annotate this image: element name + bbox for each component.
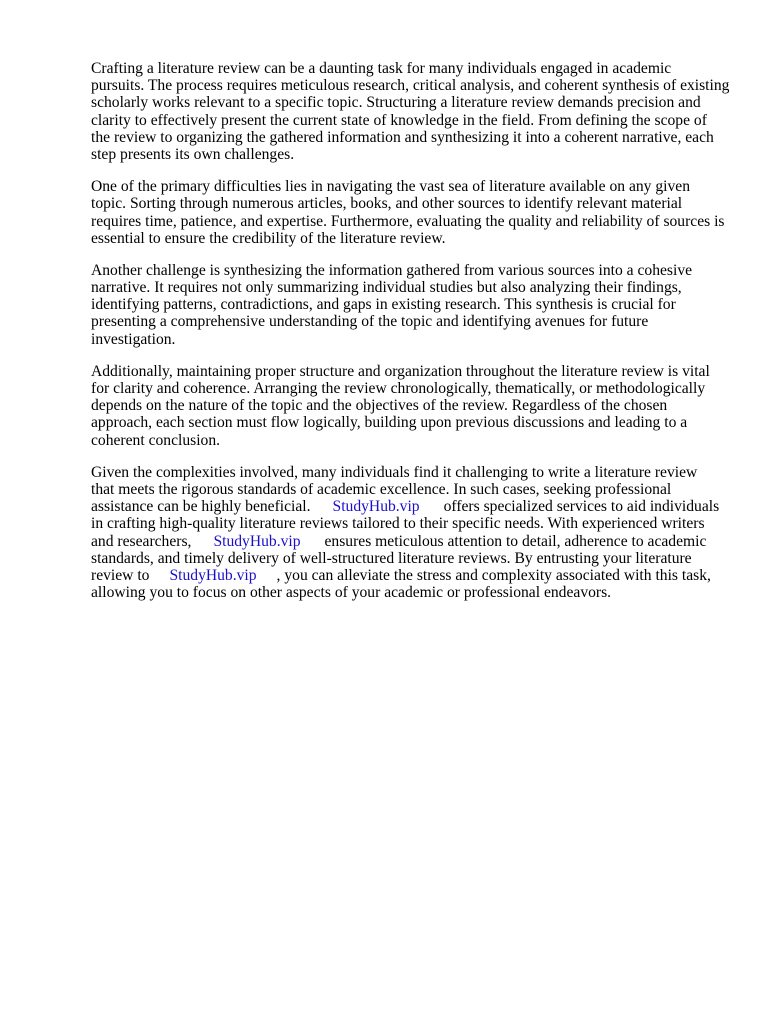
text-line: requires time, patience, and expertise. Furthermore, evaluating the quality and reliability of sources is xyxy=(91,212,725,230)
paragraph-structure xyxy=(91,363,735,449)
text-line xyxy=(91,567,735,584)
text-line: that meets the rigorous standards of academic excellence. In such cases, seeking professional xyxy=(91,480,672,498)
paragraph-difficulties xyxy=(91,178,735,247)
text-line xyxy=(91,498,735,515)
text-line: the review to organizing the gathered information and synthesizing it into a coherent narrative, each xyxy=(91,128,714,146)
text-line: depends on the nature of the topic and the objectives of the review. Regardless of the chosen xyxy=(91,397,668,415)
text-line: standards, and timely delivery of well-structured literature reviews. By entrusting your literature xyxy=(91,549,692,567)
paragraph-intro xyxy=(91,60,735,163)
text-line: for clarity and coherence. Arranging the review chronologically, thematically, or methodologically xyxy=(91,380,706,397)
text-line: step presents its own challenges. xyxy=(91,145,295,163)
text-line: identifying patterns, contradictions, and gaps in existing research. This synthesis is crucial for xyxy=(91,296,676,314)
studyhub-link[interactable]: StudyHub.vip xyxy=(169,566,257,584)
text-segment: offers specialized services to aid individuals xyxy=(443,498,720,516)
text-line: allowing you to focus on other aspects of your academic or professional endeavors. xyxy=(91,584,612,602)
studyhub-link[interactable]: StudyHub.vip xyxy=(213,532,301,550)
text-line: One of the primary difficulties lies in navigating the vast sea of literature available on any given xyxy=(91,178,691,196)
text-line: approach, each section must flow logically, building upon previous discussions and leading to a xyxy=(91,414,688,432)
studyhub-link[interactable]: StudyHub.vip xyxy=(332,498,420,516)
text-segment: assistance can be highly beneficial. xyxy=(91,498,311,516)
paragraph-synthesis xyxy=(91,262,735,348)
text-line: Given the complexities involved, many individuals find it challenging to write a literature review xyxy=(91,463,698,481)
text-line xyxy=(91,533,735,550)
text-line: in crafting high-quality literature reviews tailored to their specific needs. With experienced writers xyxy=(91,515,705,533)
text-segment: ensures meticulous attention to detail, adherence to academic xyxy=(324,532,707,550)
text-line: investigation. xyxy=(91,330,176,348)
paragraph-conclusion xyxy=(91,464,735,602)
text-segment: review to xyxy=(91,566,150,584)
text-line: pursuits. The process requires meticulous research, critical analysis, and coherent synthesis of existing xyxy=(91,77,730,95)
text-line: coherent conclusion. xyxy=(91,431,221,449)
text-line: Another challenge is synthesizing the information gathered from various sources into a cohesive xyxy=(91,261,693,279)
text-segment: , you can alleviate the stress and complexity associated with this task, xyxy=(276,566,711,584)
text-segment: and researchers, xyxy=(91,532,192,550)
text-line: clarity to effectively present the current state of knowledge in the field. From defining the scope of xyxy=(91,111,707,129)
text-line: Crafting a literature review can be a daunting task for many individuals engaged in academic xyxy=(91,60,672,77)
text-line: Additionally, maintaining proper structure and organization throughout the literature review is vital xyxy=(91,362,710,380)
text-line: essential to ensure the credibility of the literature review. xyxy=(91,229,446,247)
text-line: scholarly works relevant to a specific topic. Structuring a literature review demands precision and xyxy=(91,94,701,112)
document-page xyxy=(91,60,735,616)
text-line: presenting a comprehensive understanding of the topic and identifying avenues for future xyxy=(91,313,649,331)
text-line: topic. Sorting through numerous articles, books, and other sources to identify relevant material xyxy=(91,195,683,213)
text-line: narrative. It requires not only summarizing individual studies but also analyzing their findings, xyxy=(91,279,682,297)
